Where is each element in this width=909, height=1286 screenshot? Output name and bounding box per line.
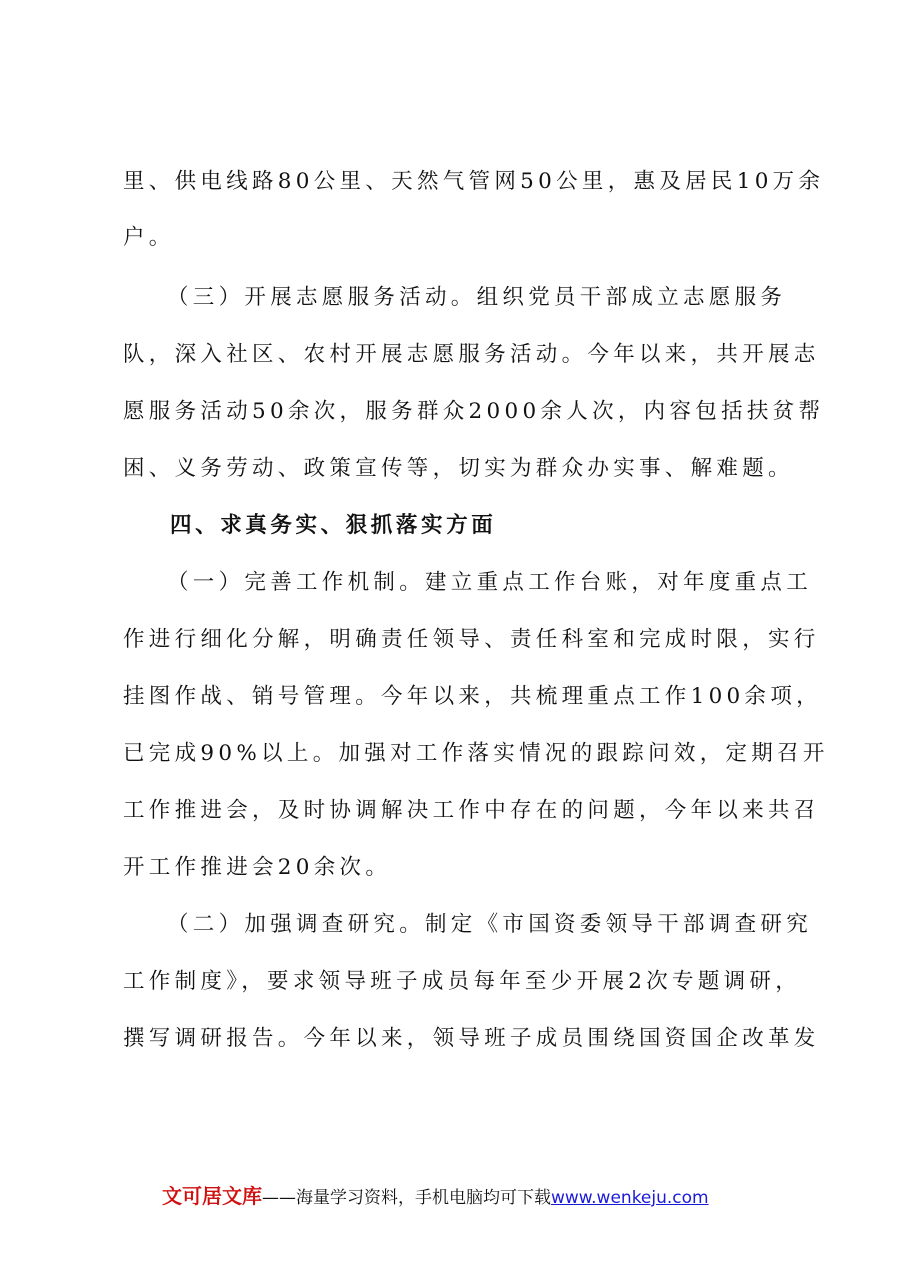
paragraph-line: （三）开展志愿服务活动。组织党员干部成立志愿服务: [167, 285, 787, 310]
paragraph-line: 挂图作战、销号管理。今年以来，共梳理重点工作100余项，: [123, 684, 822, 709]
section-heading: 四、求真务实、狠抓落实方面: [170, 513, 497, 538]
paragraph-line: 愿服务活动50余次，服务群众2000余人次，内容包括扶贫帮: [123, 399, 825, 424]
brand-name: 文可居文库: [162, 1184, 262, 1208]
paragraph-line: 户。: [123, 225, 175, 250]
paragraph-line: 作进行细化分解，明确责任领导、责任科室和完成时限，实行: [123, 627, 820, 652]
paragraph-line: 队，深入社区、农村开展志愿服务活动。今年以来，共开展志: [123, 342, 820, 367]
paragraph-line: 已完成90%以上。加强对工作落实情况的跟踪问效，定期召开: [123, 741, 829, 766]
paragraph-line: 里、供电线路80公里、天然气管网50公里，惠及居民10万余: [123, 169, 825, 194]
footer-slogan: ——海量学习资料，手机电脑均可下载: [262, 1188, 551, 1208]
paragraph-line: 开工作推进会20余次。: [123, 855, 392, 880]
paragraph-line: （一）完善工作机制。建立重点工作台账，对年度重点工: [167, 570, 813, 595]
paragraph-line: （二）加强调查研究。制定《市国资委领导干部调查研究: [167, 912, 813, 937]
paragraph-line: 撰写调研报告。今年以来，领导班子成员围绕国资国企改革发: [123, 1026, 820, 1051]
paragraph-line: 工作推进会，及时协调解决工作中存在的问题，今年以来共召: [123, 798, 820, 823]
site-link[interactable]: www.wenkeju.com: [551, 1188, 709, 1208]
paragraph-line: 工作制度》，要求领导班子成员每年至少开展2次专题调研，: [123, 969, 802, 994]
footer-banner: [162, 1182, 709, 1212]
paragraph-line: 困、义务劳动、政策宣传等，切实为群众办实事、解难题。: [123, 456, 794, 481]
